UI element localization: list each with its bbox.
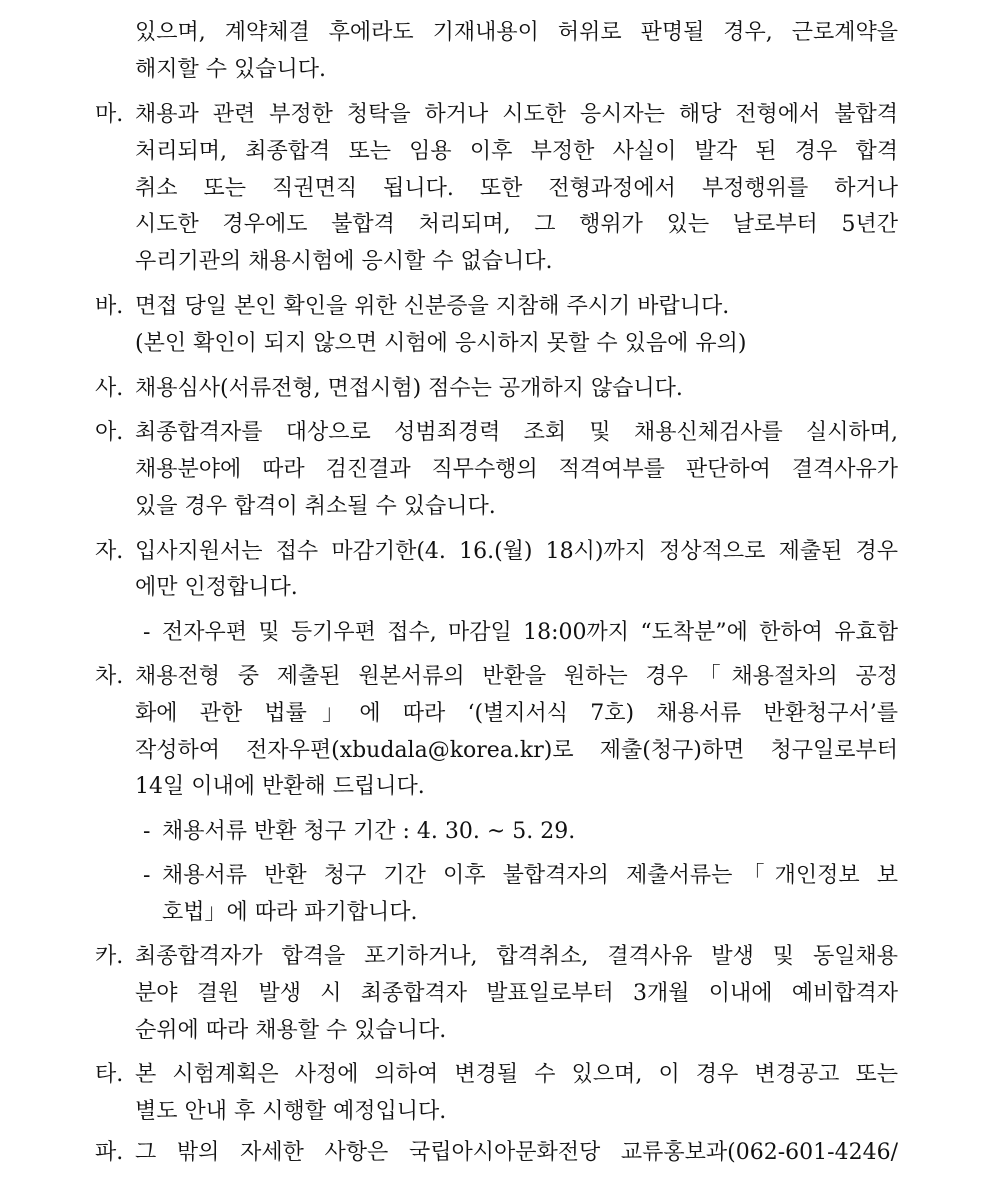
item-ka-line-3: 순위에 따라 채용할 수 있습니다. <box>135 1018 447 1043</box>
item-ma-line-5: 우리기관의 채용시험에 응시할 수 없습니다. <box>135 249 553 274</box>
item-ma-line-2: 처리되며, 최종합격 또는 임용 이후 부정한 사실이 발각 된 경우 합격 <box>135 139 898 164</box>
item-a-line-3: 있을 경우 합격이 취소될 수 있습니다. <box>135 494 496 519</box>
item-ka-line-1: 최종합격자가 합격을 포기하거나, 합격취소, 결격사유 발생 및 동일채용 <box>135 944 898 969</box>
item-ba-line-1: 면접 당일 본인 확인을 위한 신분증을 지참해 주시기 바랍니다. <box>135 294 730 319</box>
item-marker-ba: 바. <box>95 294 124 319</box>
item-ka-line-2: 분야 결원 발생 시 최종합격자 발표일로부터 3개월 이내에 예비합격자 <box>135 981 898 1006</box>
item-pa-line-1: 그 밖의 자세한 사항은 국립아시아문화전당 교류홍보과(062-601-4246/ <box>135 1140 898 1165</box>
item-cha-sub-1: 채용서류 반환 청구 기간 : 4. 30. ~ 5. 29. <box>162 819 576 844</box>
item-ta-line-2: 별도 안내 후 시행할 예정입니다. <box>135 1099 447 1124</box>
item-marker-pa: 파. <box>95 1140 124 1165</box>
item-sa-line-1: 채용심사(서류전형, 면접시험) 점수는 공개하지 않습니다. <box>135 376 683 401</box>
item-a-line-1: 최종합격자를 대상으로 성범죄경력 조회 및 채용신체검사를 실시하며, <box>135 420 898 445</box>
item-cha-sub-2-line-1: 채용서류 반환 청구 기간 이후 불합격자의 제출서류는「개인정보 보 <box>162 863 898 888</box>
item-ja-line-2: 에만 인정합니다. <box>135 575 298 600</box>
item-cha-line-4: 14일 이내에 반환해 드립니다. <box>135 774 425 799</box>
item-ja-line-1: 입사지원서는 접수 마감기한(4. 16.(월) 18시)까지 정상적으로 제출된 경우 <box>135 539 898 564</box>
item-ba-line-2: (본인 확인이 되지 않으면 시험에 응시하지 못할 수 있음에 유의) <box>135 331 747 356</box>
item-ma-line-1: 채용과 관련 부정한 청탁을 하거나 시도한 응시자는 해당 전형에서 불합격 <box>135 102 898 127</box>
subitem-dash: - <box>143 620 151 645</box>
intro-line-1: 있으며, 계약체결 후에라도 기재내용이 허위로 판명될 경우, 근로계약을 <box>135 20 898 45</box>
item-marker-ja: 자. <box>95 539 124 564</box>
item-marker-sa: 사. <box>95 376 124 401</box>
subitem-dash: - <box>143 863 151 888</box>
item-ma-line-3: 취소 또는 직권면직 됩니다. 또한 전형과정에서 부정행위를 하거나 <box>135 176 898 201</box>
item-marker-ma: 마. <box>95 102 124 127</box>
item-a-line-2: 채용분야에 따라 검진결과 직무수행의 적격여부를 판단하여 결격사유가 <box>135 457 898 482</box>
item-ta-line-1: 본 시험계획은 사정에 의하여 변경될 수 있으며, 이 경우 변경공고 또는 <box>135 1062 898 1087</box>
subitem-dash: - <box>143 819 151 844</box>
item-marker-a: 아. <box>95 420 124 445</box>
item-cha-line-3: 작성하여 전자우편(xbudala@korea.kr)로 제출(청구)하면 청구일로부터 <box>135 738 898 763</box>
item-cha-line-1: 채용전형 중 제출된 원본서류의 반환을 원하는 경우「채용절차의 공정 <box>135 664 898 689</box>
item-marker-cha: 차. <box>95 664 124 689</box>
item-cha-line-2: 화에 관한 법률」에 따라 ‘(별지서식 7호) 채용서류 반환청구서’를 <box>135 701 898 726</box>
intro-line-2: 해지할 수 있습니다. <box>135 57 326 82</box>
item-marker-ka: 카. <box>95 944 124 969</box>
item-ja-sub-1: 전자우편 및 등기우편 접수, 마감일 18:00까지 “도착분”에 한하여 유효함 <box>162 620 898 645</box>
item-marker-ta: 타. <box>95 1062 124 1087</box>
item-cha-sub-2-line-2: 호법」에 따라 파기합니다. <box>162 900 418 925</box>
item-ma-line-4: 시도한 경우에도 불합격 처리되며, 그 행위가 있는 날로부터 5년간 <box>135 212 898 237</box>
